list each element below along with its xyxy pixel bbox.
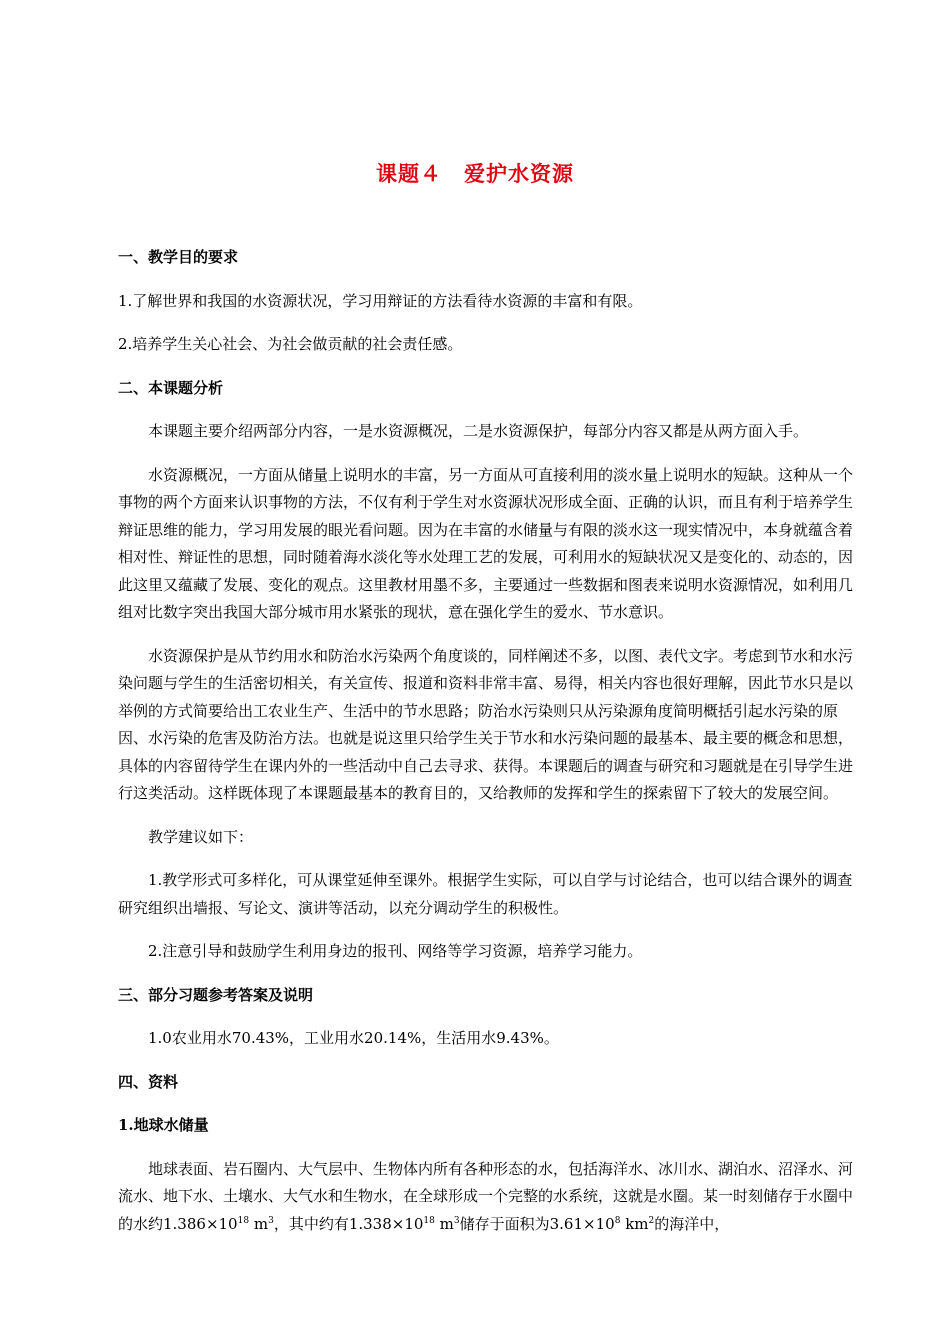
suggestion-item-1: 1.教学形式可多样化，可从课堂延伸至课外。根据学生实际，可以自学与讨论结合，也可以结合课外的调查研究组织出墙报、写论文、演讲等活动，以充分调动学生的积极性。 <box>118 871 853 917</box>
text-run: 的海洋中， <box>654 1214 730 1233</box>
page-title: 课题４ 爱护水资源 <box>376 161 574 186</box>
materials-paragraph-1 <box>118 1156 862 1239</box>
text-run: km <box>625 1214 649 1233</box>
text-run: m <box>439 1214 454 1233</box>
subsection-heading-water-storage: 1.地球水储量 <box>118 1116 209 1134</box>
analysis-paragraph-2: 水资源概况，一方面从储量上说明水的丰富，另一方面从可直接利用的淡水量上说明水的短缺。这种从一个事物的两个方面来认识事物的方法，不仅有利于学生对水资源状况形成全面、正确的认识，而且有利于培养学生辩证思维的能力，学习用发展的眼光看问题。因为在丰富的水储量与有限的淡水这一现实情况中，本身就蕴含着相对性、辩证性的思想，同时随着海水淡化等水处理工艺的发展，可利用水的短缺状况又是变化的、动态的，因此这里又蕴藏了发展、变化的观点。这里教材用墨不多，主要通过一些数据和图表来说明水资源情况，如利用几组对比数字突出我国大部分城市用水紧张的现状，意在强化学生的爱水、节水意识。 <box>118 465 854 621</box>
suggestion-item-2: 2.注意引导和鼓励学生利用身边的报刊、网络等学习资源，培养学习能力。 <box>148 942 643 960</box>
analysis-paragraph-3: 水资源保护是从节约用水和防治水污染两个角度谈的，同样阐述不多，以图、表代文字。考虑到节水和水污染问题与学生的生活密切相关，有关宣传、报道和资料非常丰富、易得，相关内容也很好理解，因此节水只是以举例的方式简要给出工农业生产、生活中的节水思路；防治水污染则只从污染源角度简明概括引起水污染的原因、水污染的危害及防治方法。也就是说这里只给学生关于节水和水污染问题的最基本、最主要的概念和思想，具体的内容留待学生在课内外的一些活动中自己去寻求、获得。本课题后的调查与研究和习题就是在引导学生进行这类活动。这样既体现了本课题最基本的教育目的，又给教师的发挥和学生的探索留下了较大的发展空间。 <box>118 646 854 802</box>
analysis-paragraph-4: 教学建议如下： <box>148 827 254 846</box>
text-run: m <box>253 1214 269 1233</box>
superscript: 2 <box>648 1215 655 1226</box>
analysis-paragraph-1: 本课题主要介绍两部分内容，一是水资源概况，二是水资源保护，每部分内容又都是从两方面入手。 <box>148 422 809 440</box>
objective-item-2: 2.培养学生关心社会、为社会做贡献的社会责任感。 <box>118 335 463 353</box>
superscript: 3 <box>453 1215 460 1226</box>
answer-item-1: 1.0农业用水70.43%，工业用水20.14%，生活用水9.43%。 <box>148 1029 559 1047</box>
document-body <box>118 244 862 1254</box>
objective-item-1: 1.了解世界和我国的水资源状况，学习用辩证的方法看待水资源的丰富和有限。 <box>118 291 643 310</box>
text-run: 储存于面积为3.61×10 <box>459 1214 615 1233</box>
superscript: 8 <box>614 1215 621 1226</box>
section-heading-objectives: 一、教学目的要求 <box>118 248 239 266</box>
section-heading-answers: 三、部分习题参考答案及说明 <box>118 985 314 1004</box>
superscript: 3 <box>268 1215 274 1226</box>
text-run: ，其中约有1.338×10 <box>273 1214 424 1233</box>
superscript: 18 <box>237 1215 250 1226</box>
section-heading-analysis: 二、本课题分析 <box>118 378 224 397</box>
section-heading-materials: 四、资料 <box>118 1072 179 1091</box>
superscript: 18 <box>423 1215 435 1226</box>
text-run: 地球表面、岩石圈内、大气层中、生物体内所有各种形态的水，包括海洋水、冰川水、湖泊水、沼泽水、河流水、地下水、土壤水、大气水和生物水，在全球形成一个完整的水系统，这就是水圈。某一时刻储存于水圈中的水约1.386×10 <box>118 1159 854 1233</box>
